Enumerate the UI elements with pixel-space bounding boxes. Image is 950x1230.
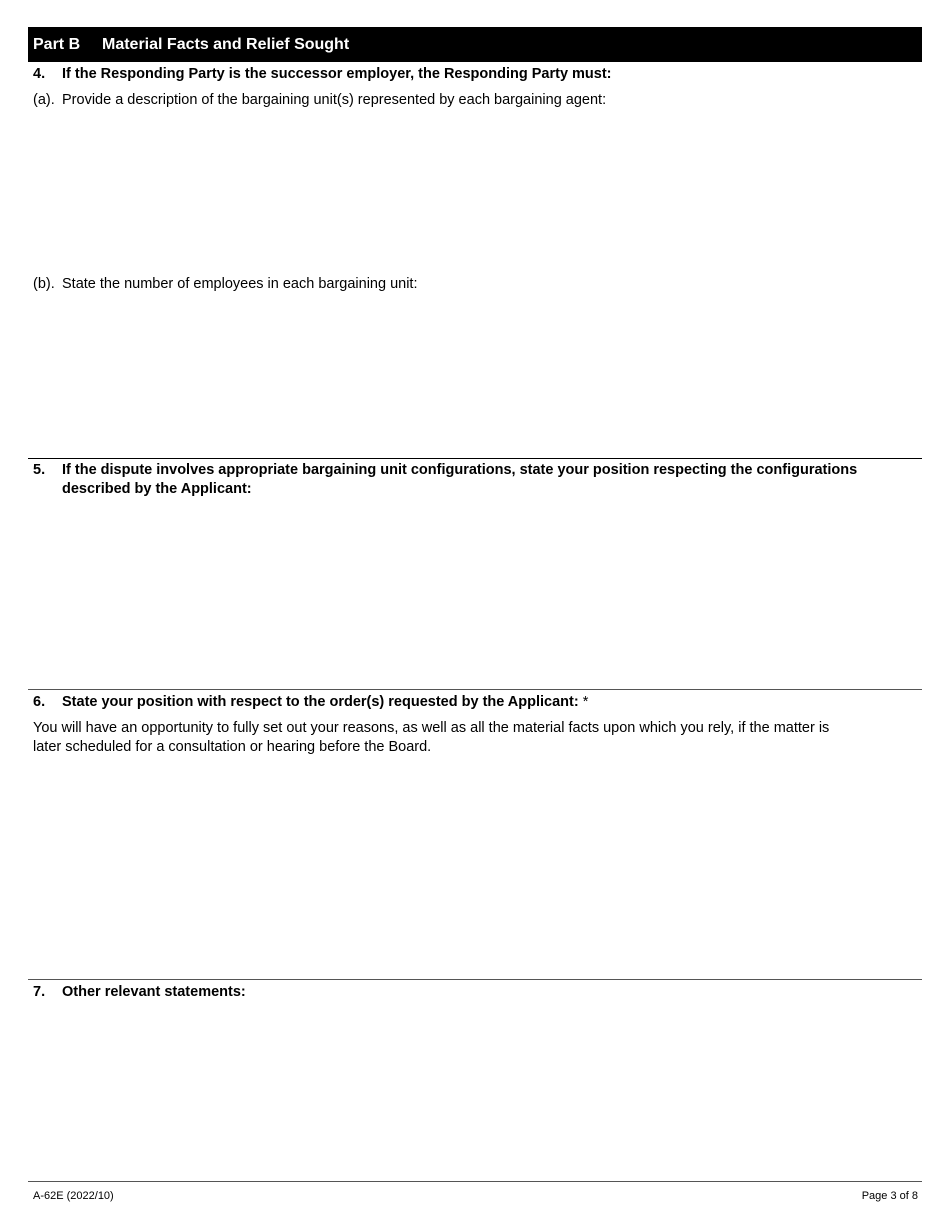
question-5-text-line1: If the dispute involves appropriate bargaining unit configurations, state your position respecting the configurations [62,462,858,478]
question-4a [33,91,922,110]
question-5-text-line2: described by the Applicant: [62,481,252,497]
question-5-heading [33,461,922,499]
part-label: Part B [33,35,81,53]
question-5-number: 5. [33,462,46,478]
question-6-number: 6. [33,694,46,710]
section-divider [28,979,922,980]
question-4-number: 4. [33,66,46,82]
question-4b [33,275,922,294]
question-6-note-line2: later scheduled for a consultation or hearing before the Board. [33,739,432,755]
question-4a-text: Provide a description of the bargaining unit(s) represented by each bargaining agent: [62,92,607,108]
question-4a-label: (a). [33,92,55,108]
question-6-answer-field[interactable] [28,762,922,974]
question-6-heading [33,693,922,712]
footer-divider [28,1181,922,1182]
form-code: A-62E (2022/10) [33,1190,114,1202]
question-5-answer-field[interactable] [28,502,922,685]
section-divider [28,689,922,690]
question-4-text: If the Responding Party is the successor employer, the Responding Party must: [62,66,612,82]
question-7-number: 7. [33,984,46,1000]
part-b-header [28,27,922,62]
question-4-heading [33,65,922,84]
question-6-note [33,719,922,757]
required-marker: * [578,694,589,710]
question-7-text: Other relevant statements: [62,984,246,1000]
question-4b-answer-field[interactable] [28,296,922,454]
part-title: Material Facts and Relief Sought [102,35,350,53]
question-4b-text: State the number of employees in each bargaining unit: [62,276,418,292]
section-divider [28,458,922,459]
page-number: Page 3 of 8 [861,1190,918,1202]
question-6-note-line1: You will have an opportunity to fully set out your reasons, as well as all the material facts upon which you rely, if the matter is [33,720,830,736]
question-4a-answer-field[interactable] [28,112,922,272]
question-7-answer-field[interactable] [28,1006,922,1176]
question-7-heading [33,983,922,1002]
question-6-text: State your position with respect to the order(s) requested by the Applicant: [62,694,579,710]
question-4b-label: (b). [33,276,55,292]
